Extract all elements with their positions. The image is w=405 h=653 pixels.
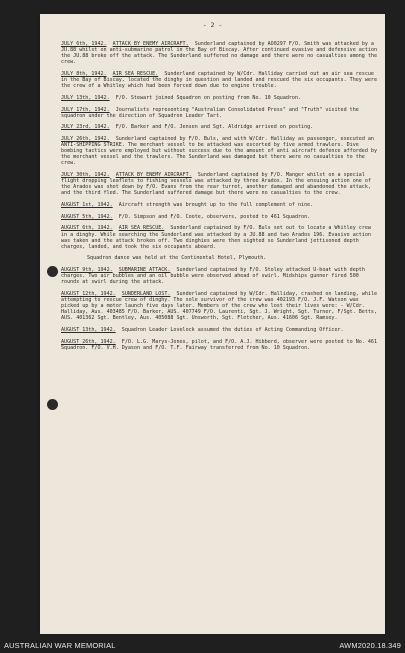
page-number: - 2 -	[202, 21, 223, 29]
entry-heading: AIR SEA RESCUE.	[112, 70, 159, 77]
archive-reference: AWM2020.18.349	[339, 641, 401, 650]
entry-heading: ATTACK BY ENEMY AIRCRAFT.	[112, 41, 189, 47]
diary-entries	[61, 41, 379, 356]
entry-heading: SUNDERLAND LOST.	[121, 290, 171, 297]
diary-entry	[61, 41, 379, 65]
diary-entry	[61, 214, 379, 220]
entry-text: Sunderland captained by AO0297 F/O. Smith was attacked by a JU.88 whilst on anti-submarine patrol in the Bay of Biscay. After continued evasive and defensive action the JU.88 broke off the attack. The Sunderland suffered no damage and there were no casualties among the crew.	[61, 41, 381, 66]
entry-date: AUGUST 6th, 1942.	[61, 225, 113, 232]
entry-text: F/O. Stewart joined Squadron on posting from No. 10 Squadron.	[115, 94, 302, 101]
diary-entry	[61, 124, 379, 130]
entry-date: AUGUST 5th, 1942.	[61, 213, 113, 220]
entry-date: AUGUST 9th, 1942.	[61, 267, 113, 274]
entry-heading: AIR SEA RESCUE.	[118, 225, 165, 232]
punch-hole-icon	[47, 399, 58, 410]
diary-entry	[61, 107, 379, 119]
entry-date: AUGUST 1st, 1942.	[61, 202, 113, 209]
diary-entry	[61, 95, 379, 101]
diary-entry	[61, 339, 379, 351]
entry-text: Sunderland captained by W/Cdr. Halliday, crashed on landing, while attempting to rescue crew of dinghy. The sole survivor of the crew was 402193 F/O. J.F. Watson was picked up by a motor launch five days later. Members of the crew who lost their lives were: - W/Cdr. Halliday, Aus. 403485 F/O. Barker, AUS. 407749 F/O. Laurenti, Sgt. J. Wright, Sgt. Turner, F/Sgt. Betts, AUS. 401362 Sgt. Bentley, Aus. 405088 Sgt. Unsworth, Sgt. Fletcher, Aus. 41606 Sgt. Ramsey.	[61, 290, 381, 322]
diary-entry	[61, 136, 379, 166]
diary-entry	[61, 327, 379, 333]
entry-date: AUGUST 13th, 1942.	[61, 327, 116, 333]
entry-date: JULY 6th, 1942.	[61, 41, 107, 47]
diary-note	[61, 255, 379, 261]
entry-text: Squadron Leader Lovelock assumed the duties of Acting Commanding Officer.	[121, 327, 344, 333]
entry-heading: ATTACK BY ENEMY AIRCRAFT.	[115, 172, 192, 179]
document-page	[40, 14, 385, 634]
entry-text: Sunderland captained by F/O. Buls, and with W/Cdr. Halliday as passenger, executed an ANTI-SHIPPING STRIKE. The merchant vessel to be attacked was escorted by five armed trawlers. Dive bombing tactics were employed but without success due to the amount of anti aircraft defence afforded by the merchant vessel and the trawlers. The Sunderland was damaged but there were no casualties to the crew.	[61, 136, 381, 167]
entry-date: JULY 13th, 1942.	[61, 94, 110, 101]
diary-entry	[61, 291, 379, 321]
archive-caption: AUSTRALIAN WAR MEMORIAL	[4, 641, 116, 650]
entry-text: Sunderland captained by W/Cdr. Halliday carried out an air sea rescue in the Bay of Biscay, located the dinghy in question and landed and rescued the six occupants. They were the crew of a Whitley which had been forced down due to engine trouble.	[61, 70, 381, 90]
entry-text: Sunderland captained by F/O. Stoley attacked U-boat with depth charges. Two air bubbles and an oil bubble were observed ahead of swirl. Midships gunner fired 500 rounds at swirl during the attack.	[61, 267, 368, 286]
entry-text: Journalists representing "Australian Consolidated Press" and "Truth" visited the squadron under the direction of Squadron Leader Tart.	[61, 106, 362, 119]
diary-entry	[61, 225, 379, 249]
entry-date: JULY 23rd, 1942.	[61, 124, 110, 131]
entry-date: JULY 8th, 1942.	[61, 70, 107, 77]
entry-text: F/O. L.G. Marys-Jones, pilot, and F/O. A.J. Hibberd, observer were posted to No. 461 Squadron. F/O. V.H. Dyason and F/O. T.F. Fairway transferred from No. 10 Squadron.	[61, 338, 381, 351]
entry-text: F/O. Barker and F/O. Jensen and Sgt. Aldridge arrived on posting.	[115, 124, 314, 131]
diary-entry	[61, 267, 379, 285]
entry-text: Sunderland captained by F/O. Manger whilst on a special flight dropping leaflets to fishing vessels was attacked by three Arados. In the ensuing action one of the Arados was shot down by F/O. Evans from the rear turret, another damaged and abandoned the attack, and the third fled. The Sunderland suffered damage but there were no casualties to the crew.	[61, 172, 374, 197]
entry-date: AUGUST 26th, 1942.	[61, 338, 116, 345]
entry-date: JULY 26th, 1942.	[61, 136, 110, 142]
entry-date: AUGUST 12th, 1942.	[61, 290, 116, 297]
diary-entry	[61, 202, 379, 208]
punch-hole-icon	[47, 266, 58, 277]
entry-text: Squadron dance was held at the Continental Hotel, Plymouth.	[87, 255, 267, 262]
entry-date: JULY 17th, 1942.	[61, 106, 110, 113]
diary-entry	[61, 172, 379, 196]
entry-date: JULY 30th, 1942.	[61, 172, 110, 179]
entry-text: Aircraft strength was brought up to the full complement of nine.	[118, 202, 314, 209]
diary-entry	[61, 71, 379, 89]
entry-text: F/O. Simpson and F/O. Coote, observers, posted to 461 Squadron.	[118, 213, 311, 220]
entry-heading: SUBMARINE ATTACK.	[118, 267, 171, 274]
entry-text: Sunderland captained by F/O. Buls set out to locate a Whitley crew in a dinghy. While searching the Sunderland was attacked by a JU.88 and two Arados 196. Evasive action was taken and the attack broken off. Two dinghies were then sighted so Sunderland jettisoned depth charges, landed, and took the six occupants aboard.	[61, 225, 374, 250]
